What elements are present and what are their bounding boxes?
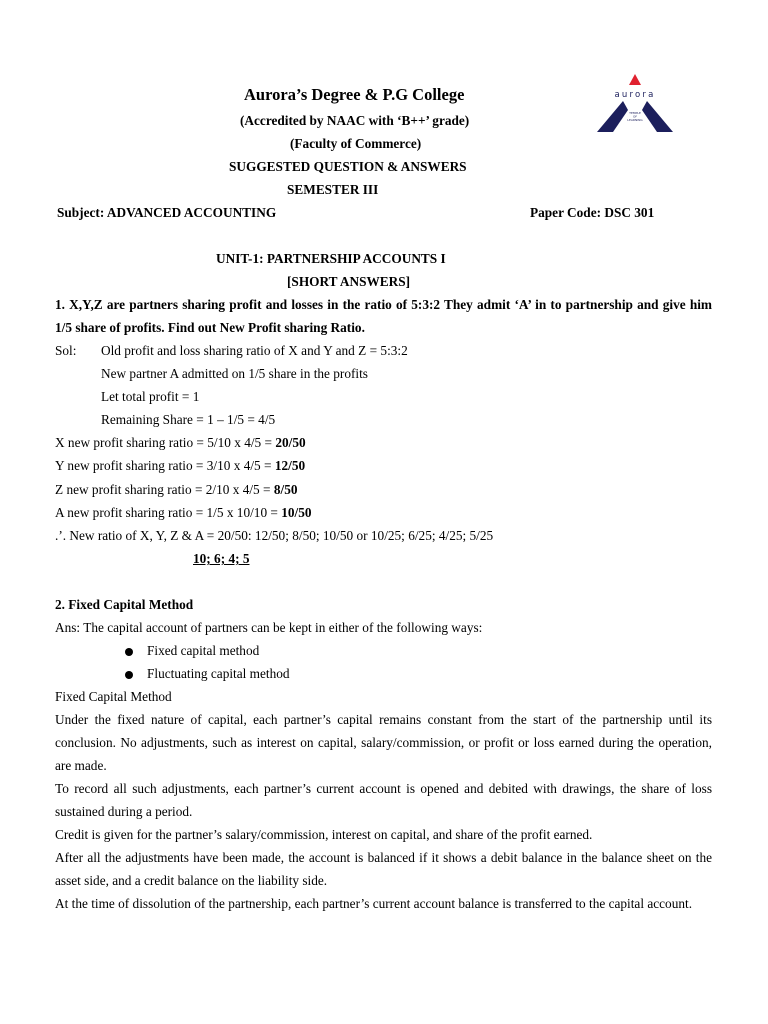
- bullet-fixed: Fixed capital method: [147, 643, 260, 658]
- sol-label: Sol:: [55, 343, 77, 358]
- subject: Subject: ADVANCED ACCOUNTING: [57, 205, 277, 220]
- unit-title: UNIT-1: PARTNERSHIP ACCOUNTS I: [216, 251, 446, 266]
- accreditation: (Accredited by NAAC with ‘B++’ grade): [240, 113, 470, 128]
- q2-subheading: Fixed Capital Method: [55, 689, 172, 704]
- q2-paragraph-3: Credit is given for the partner’s salary/commission, interest on capital, and share of the profit earned.: [55, 827, 593, 842]
- sol-step-3: Let total profit = 1: [101, 389, 200, 404]
- aurora-logo: [596, 72, 674, 134]
- ratio-y: [55, 458, 305, 474]
- paper-code: Paper Code: DSC 301: [530, 205, 655, 220]
- bullet-icon: [125, 648, 133, 656]
- ratio-y-result: 12/50: [274, 458, 306, 473]
- ratio-x-text: X new profit sharing ratio = 5/10 x 4/5 =: [55, 435, 276, 450]
- ratio-a: [55, 505, 312, 521]
- sol-step-1: Old profit and loss sharing ratio of X and Y and Z = 5:3:2: [101, 343, 408, 358]
- q2-paragraph-5: At the time of dissolution of the partnership, each partner’s current account balance is transferred to the capital account.: [55, 896, 693, 911]
- sol-step-4: Remaining Share = 1 – 1/5 = 4/5: [101, 412, 276, 427]
- college-name: Aurora’s Degree & P.G College: [244, 85, 465, 104]
- document-type: SUGGESTED QUESTION & ANSWERS: [229, 159, 467, 174]
- ratio-z-text: Z new profit sharing ratio = 2/10 x 4/5 =: [55, 482, 274, 497]
- unit-subtitle: [SHORT ANSWERS]: [287, 274, 411, 289]
- q2-paragraph-4: After all the adjustments have been made, the account is balanced if it shows a debit balance in the balance sheet on the asset side, and a credit balance on the liability side.: [55, 850, 712, 889]
- final-ratio: 10; 6; 4; 5: [193, 551, 250, 566]
- svg-text:LEARNING: LEARNING: [627, 118, 643, 122]
- q2-title: 2. Fixed Capital Method: [55, 597, 194, 612]
- ratio-a-result: 10/50: [281, 505, 312, 520]
- ratio-z-result: 8/50: [273, 482, 298, 497]
- ratio-x: [55, 435, 306, 451]
- faculty: (Faculty of Commerce): [290, 136, 422, 151]
- q2-answer-intro: Ans: The capital account of partners can be kept in either of the following ways:: [55, 620, 483, 635]
- bullet-icon: [125, 671, 133, 679]
- svg-text:TEMPLE: TEMPLE: [629, 111, 641, 115]
- logo-wordmark: aurora: [614, 90, 656, 100]
- conclusion: .’. New ratio of X, Y, Z & A = 20/50: 12/50; 8/50; 10/50 or 10/25; 6/25; 4/25; 5/25: [55, 528, 494, 543]
- ratio-z: [55, 482, 298, 498]
- sol-step-2: New partner A admitted on 1/5 share in the profits: [101, 366, 368, 381]
- svg-text:OF: OF: [632, 114, 638, 119]
- ratio-x-result: 20/50: [275, 435, 306, 450]
- ratio-y-text: Y new profit sharing ratio = 3/10 x 4/5 =: [55, 458, 275, 473]
- q2-paragraph-2: To record all such adjustments, each partner’s current account is opened and debited with drawings, the share of loss sustained during a period.: [55, 781, 712, 820]
- q1-question: 1. X,Y,Z are partners sharing profit and losses in the ratio of 5:3:2 They admit ‘A’ in to partnership and give him 1/5 share of profits. Find out New Profit sharing Ratio.: [55, 297, 712, 336]
- bullet-fluctuating: Fluctuating capital method: [147, 666, 290, 681]
- semester: SEMESTER III: [287, 182, 379, 197]
- q2-paragraph-1: Under the fixed nature of capital, each partner’s capital remains constant from the start of the partnership until its conclusion. No adjustments, such as interest on capital, salary/commission, or profit or loss earned during the operation, are made.: [55, 712, 712, 774]
- ratio-a-text: A new profit sharing ratio = 1/5 x 10/10 =: [55, 505, 282, 520]
